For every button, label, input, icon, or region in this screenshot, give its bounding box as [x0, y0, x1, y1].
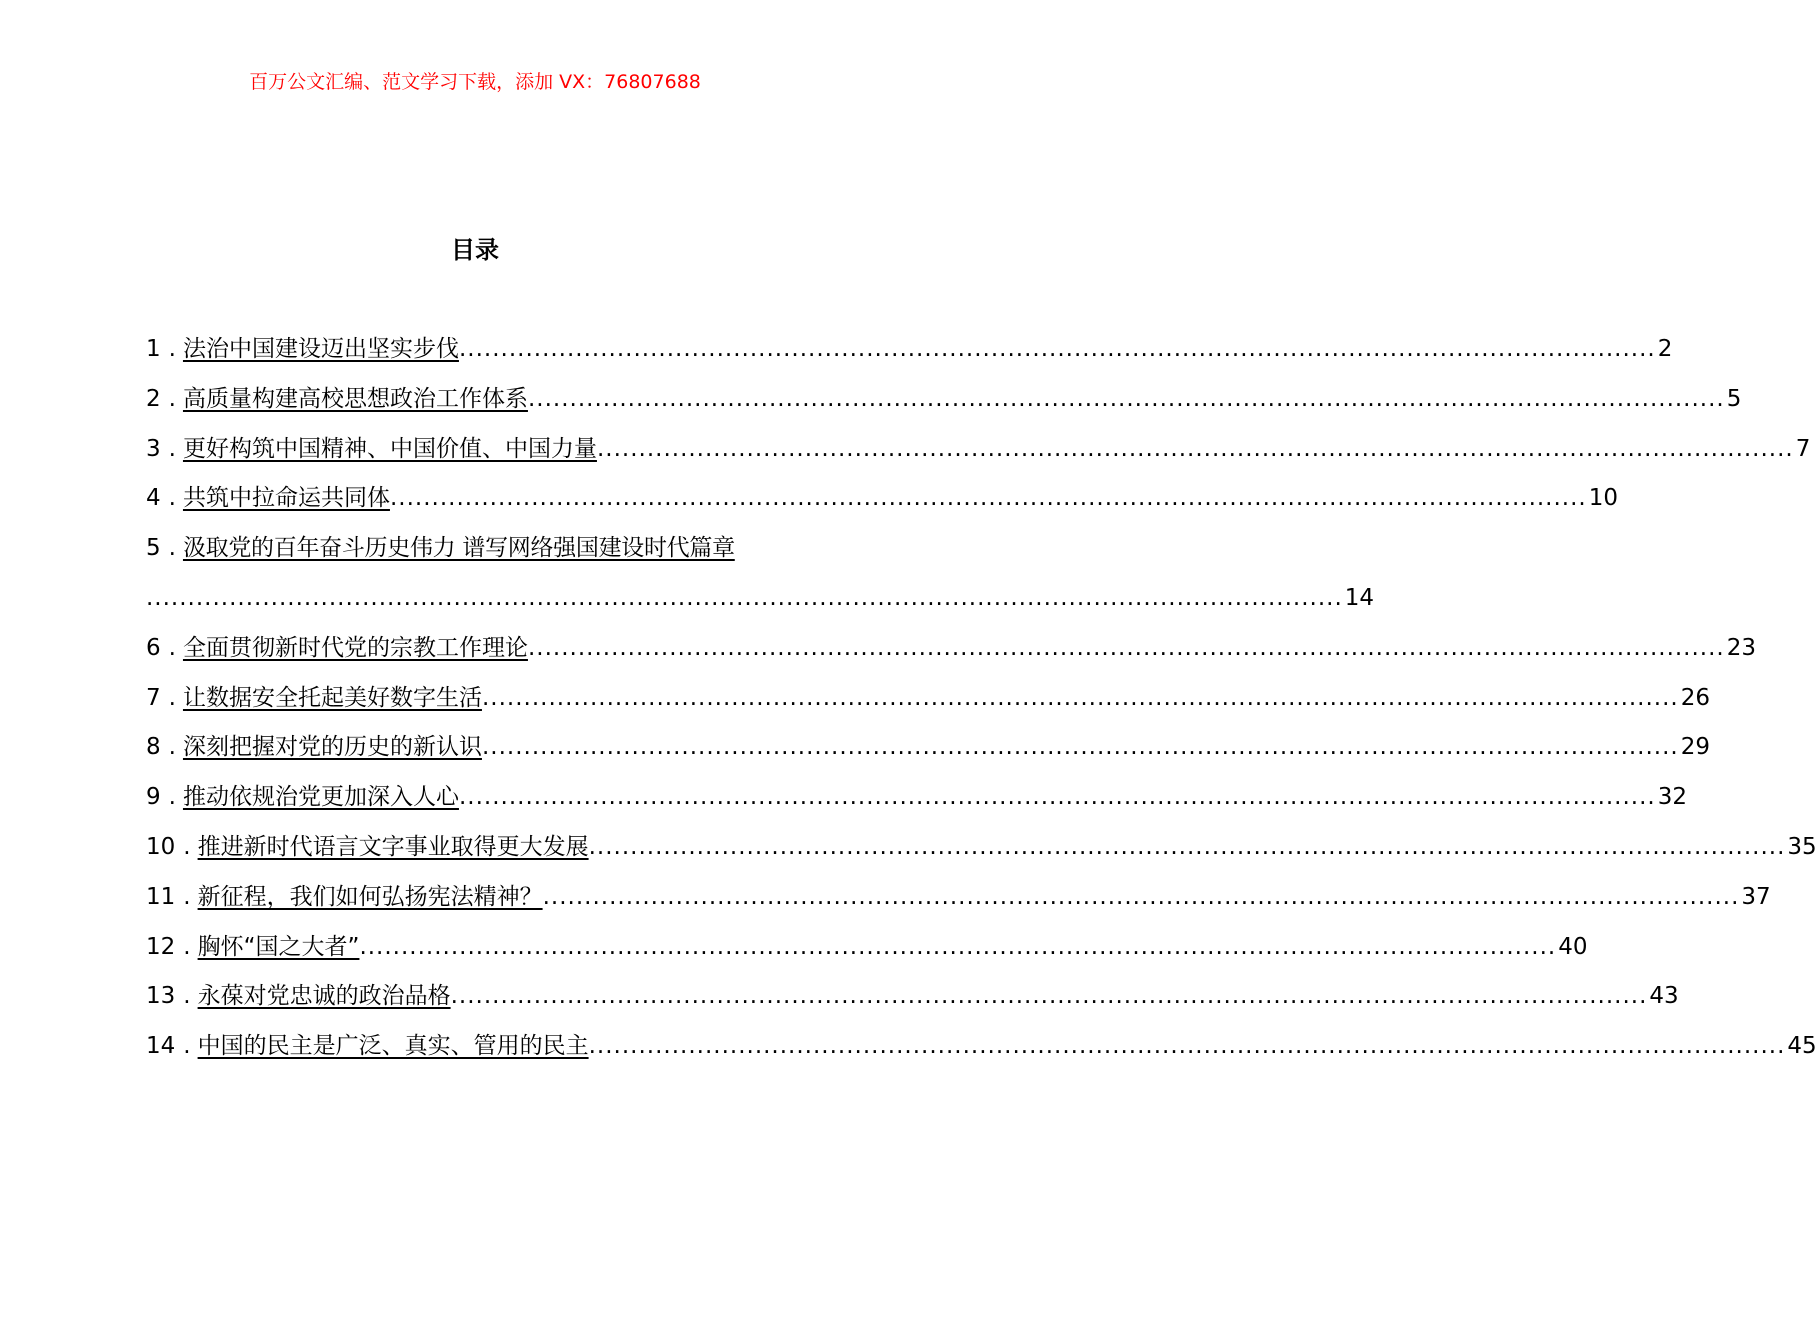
toc-entry-page: 37 — [1741, 883, 1771, 910]
toc-entry-number: 12 — [146, 933, 176, 960]
toc-entry-page: 26 — [1680, 684, 1711, 711]
toc-leader-dots — [390, 481, 1587, 515]
toc-entry-4[interactable] — [146, 481, 1619, 531]
toc-leader-dots — [589, 1029, 1786, 1063]
toc-entry-11[interactable] — [146, 880, 1771, 930]
toc-entry-page: 40 — [1558, 933, 1588, 960]
toc-entry-8[interactable] — [146, 730, 1711, 780]
toc-entry-6[interactable] — [146, 631, 1757, 681]
toc-entry-separator: . — [168, 385, 176, 412]
toc-entry-number: 3 — [146, 435, 161, 462]
toc-entry-separator: . — [168, 734, 176, 761]
toc-entry-number: 9 — [146, 784, 161, 811]
toc-entry-14[interactable] — [146, 1029, 1817, 1079]
toc-entry-3[interactable] — [146, 432, 1811, 482]
toc-leader-dots — [482, 730, 1679, 764]
toc-entry-page: 7 — [1795, 435, 1811, 462]
toc-entry-link[interactable]: 中国的民主是广泛、真实、管用的民主 — [197, 1033, 589, 1060]
toc-entry-separator: . — [168, 485, 176, 512]
toc-entry-link[interactable]: 全面贯彻新时代党的宗教工作理论 — [182, 634, 528, 661]
table-of-contents — [146, 332, 1817, 1079]
toc-entry-link[interactable]: 高质量构建高校思想政治工作体系 — [182, 385, 528, 412]
toc-leader-dots — [146, 581, 1343, 615]
toc-entry-separator: . — [168, 784, 176, 811]
toc-entry-number: 10 — [146, 833, 176, 860]
toc-entry-link[interactable]: 法治中国建设迈出坚实步伐 — [182, 336, 459, 362]
toc-entry-number: 1 — [146, 336, 161, 362]
toc-leader-dots — [543, 880, 1740, 914]
toc-entry-link[interactable]: 永葆对党忠诚的政治品格 — [197, 983, 451, 1010]
toc-entry-link[interactable]: 推动依规治党更加深入人心 — [182, 784, 459, 811]
toc-entry-page: 35 — [1787, 833, 1817, 860]
toc-entry-separator: . — [168, 336, 176, 362]
toc-entry-separator: . — [168, 634, 176, 661]
toc-entry-link[interactable]: 深刻把握对党的历史的新认识 — [182, 734, 482, 761]
toc-entry-page: 43 — [1649, 983, 1679, 1010]
toc-leader-dots — [459, 780, 1656, 814]
toc-entry-link[interactable]: 汲取党的百年奋斗历史伟力 谱写网络强国建设时代篇章 — [182, 535, 735, 562]
toc-entry-9[interactable] — [146, 780, 1688, 830]
toc-entry-separator: . — [183, 1033, 191, 1060]
toc-leader-dots — [528, 631, 1725, 665]
toc-entry-link[interactable]: 推进新时代语言文字事业取得更大发展 — [197, 833, 589, 860]
toc-entry-7[interactable] — [146, 681, 1711, 731]
toc-entry-separator: . — [168, 535, 176, 562]
toc-entry-link[interactable]: 胸怀“国之大者” — [197, 933, 360, 960]
toc-entry-link[interactable]: 更好构筑中国精神、中国价值、中国力量 — [182, 435, 597, 462]
toc-leader-dots — [359, 930, 1556, 964]
toc-entry-12[interactable] — [146, 930, 1588, 980]
toc-entry-number: 6 — [146, 634, 161, 661]
toc-entry-1[interactable] — [146, 332, 1673, 382]
toc-entry-link[interactable]: 让数据安全托起美好数字生活 — [182, 684, 482, 711]
page-title: 目录 — [451, 236, 499, 264]
toc-leader-dots — [597, 432, 1794, 466]
header-banner: 百万公文汇编、范文学习下载，添加 VX：76807688 — [249, 71, 701, 93]
toc-entry-page: 45 — [1787, 1033, 1817, 1060]
toc-entry-page: 10 — [1588, 485, 1619, 512]
toc-leader-dots — [451, 979, 1648, 1013]
toc-entry-page: 23 — [1726, 634, 1757, 661]
toc-entry-page: 14 — [1344, 584, 1375, 611]
toc-entry-number: 13 — [146, 983, 176, 1010]
toc-entry-separator: . — [183, 933, 191, 960]
toc-entry-separator: . — [168, 684, 176, 711]
toc-entry-number: 11 — [146, 883, 176, 910]
toc-entry-number: 4 — [146, 485, 161, 512]
toc-entry-separator: . — [183, 983, 191, 1010]
toc-entry-number: 2 — [146, 385, 161, 412]
toc-entry-separator: . — [168, 435, 176, 462]
toc-leader-dots — [589, 830, 1786, 864]
toc-entry-link[interactable]: 新征程，我们如何弘扬宪法精神？ — [197, 883, 543, 910]
toc-entry-13[interactable] — [146, 979, 1679, 1029]
toc-entry-separator: . — [183, 883, 191, 910]
toc-entry-number: 14 — [146, 1033, 176, 1060]
toc-entry-page: 32 — [1657, 784, 1688, 811]
toc-entry-separator: . — [183, 833, 191, 860]
toc-leader-dots — [528, 382, 1725, 416]
toc-entry-10[interactable] — [146, 830, 1817, 880]
toc-leader-dots — [482, 681, 1679, 715]
toc-entry-page: 2 — [1657, 336, 1673, 362]
toc-entry-number: 5 — [146, 535, 161, 562]
toc-entry-2[interactable] — [146, 382, 1742, 432]
toc-entry-page: 29 — [1680, 734, 1711, 761]
toc-entry-link[interactable]: 共筑中拉命运共同体 — [182, 485, 390, 512]
toc-entry-number: 8 — [146, 734, 161, 761]
toc-entry-number: 7 — [146, 684, 161, 711]
toc-entry-5[interactable] — [146, 531, 1375, 631]
toc-entry-page: 5 — [1726, 385, 1742, 412]
toc-leader-dots — [459, 332, 1656, 366]
